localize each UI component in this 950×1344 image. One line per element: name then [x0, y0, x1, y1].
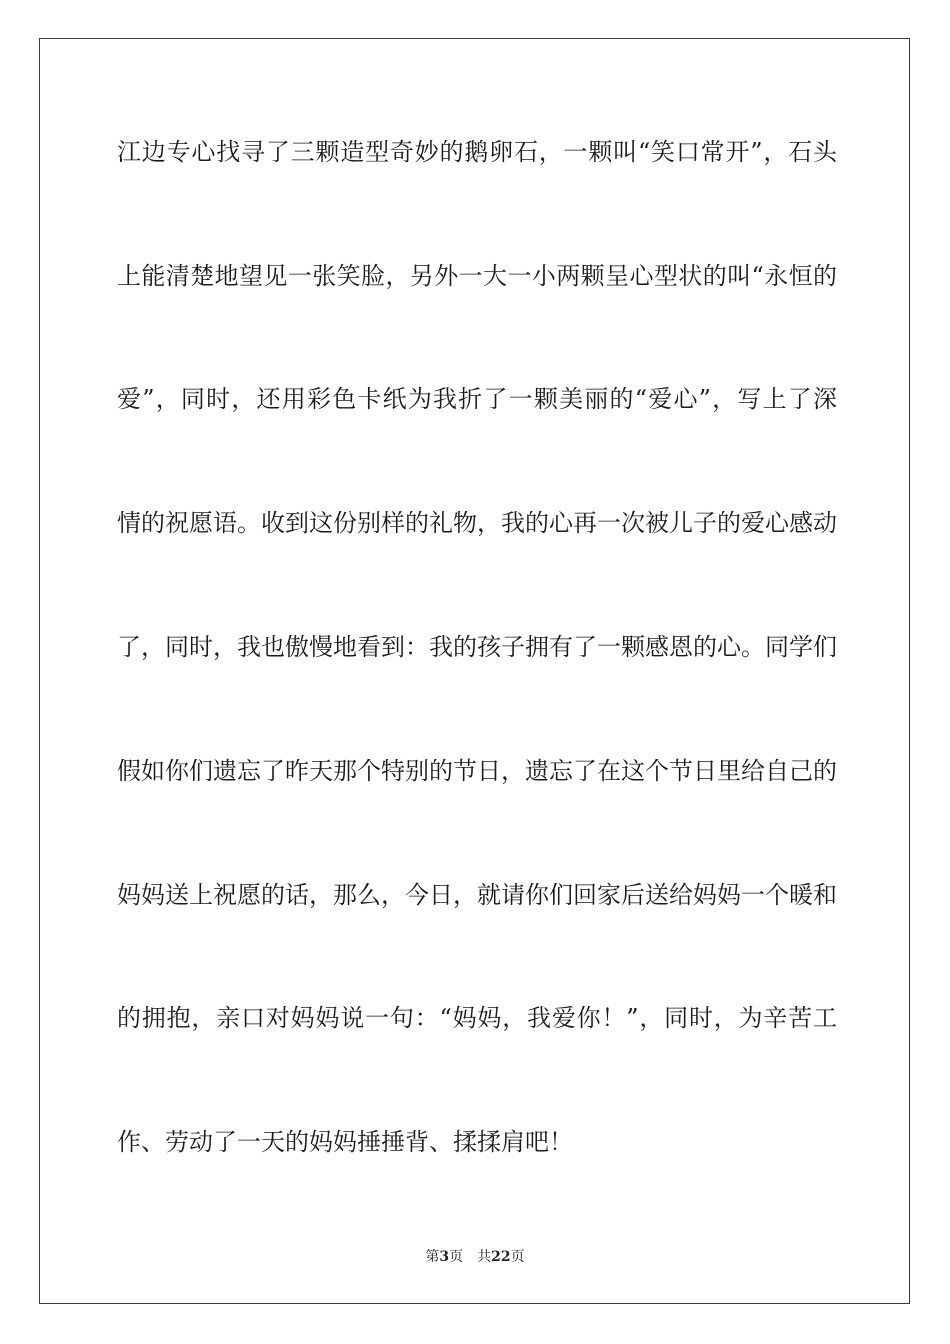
- text-line: 了，同时，我也傲慢地看到：我的孩子拥有了一颗感恩的心。同学们: [117, 633, 837, 661]
- text-line: 情的祝愿语。收到这份别样的礼物，我的心再一次被儿子的爱心感动: [117, 509, 837, 537]
- page-prefix: 第: [425, 1249, 440, 1265]
- text-line: 假如你们遗忘了昨天那个特别的节日，遗忘了在这个节日里给自己的: [117, 757, 837, 785]
- text-line: 作、劳动了一天的妈妈捶捶背、揉揉肩吧！: [117, 1128, 573, 1156]
- total-suffix: 页: [510, 1249, 525, 1265]
- total-pages: 22: [491, 1249, 511, 1265]
- total-prefix: 共: [477, 1249, 492, 1265]
- page-suffix: 页: [449, 1249, 464, 1265]
- page-number: 3: [439, 1249, 450, 1265]
- text-line: 江边专心找寻了三颗造型奇妙的鹅卵石，一颗叫“笑口常开”，石头: [117, 138, 837, 166]
- text-line: 妈妈送上祝愿的话，那么，今日，就请你们回家后送给妈妈一个暖和: [117, 881, 837, 909]
- page-border: [39, 38, 910, 1304]
- text-line: 的拥抱，亲口对妈妈说一句：“妈妈，我爱你！”，同时，为辛苦工: [117, 1004, 837, 1032]
- text-line: 上能清楚地望见一张笑脸，另外一大一小两颗呈心型状的叫“永恒的: [117, 262, 837, 290]
- text-line: 爱”，同时，还用彩色卡纸为我折了一颗美丽的“爱心”，写上了深: [117, 385, 837, 413]
- page-footer: [0, 1248, 950, 1266]
